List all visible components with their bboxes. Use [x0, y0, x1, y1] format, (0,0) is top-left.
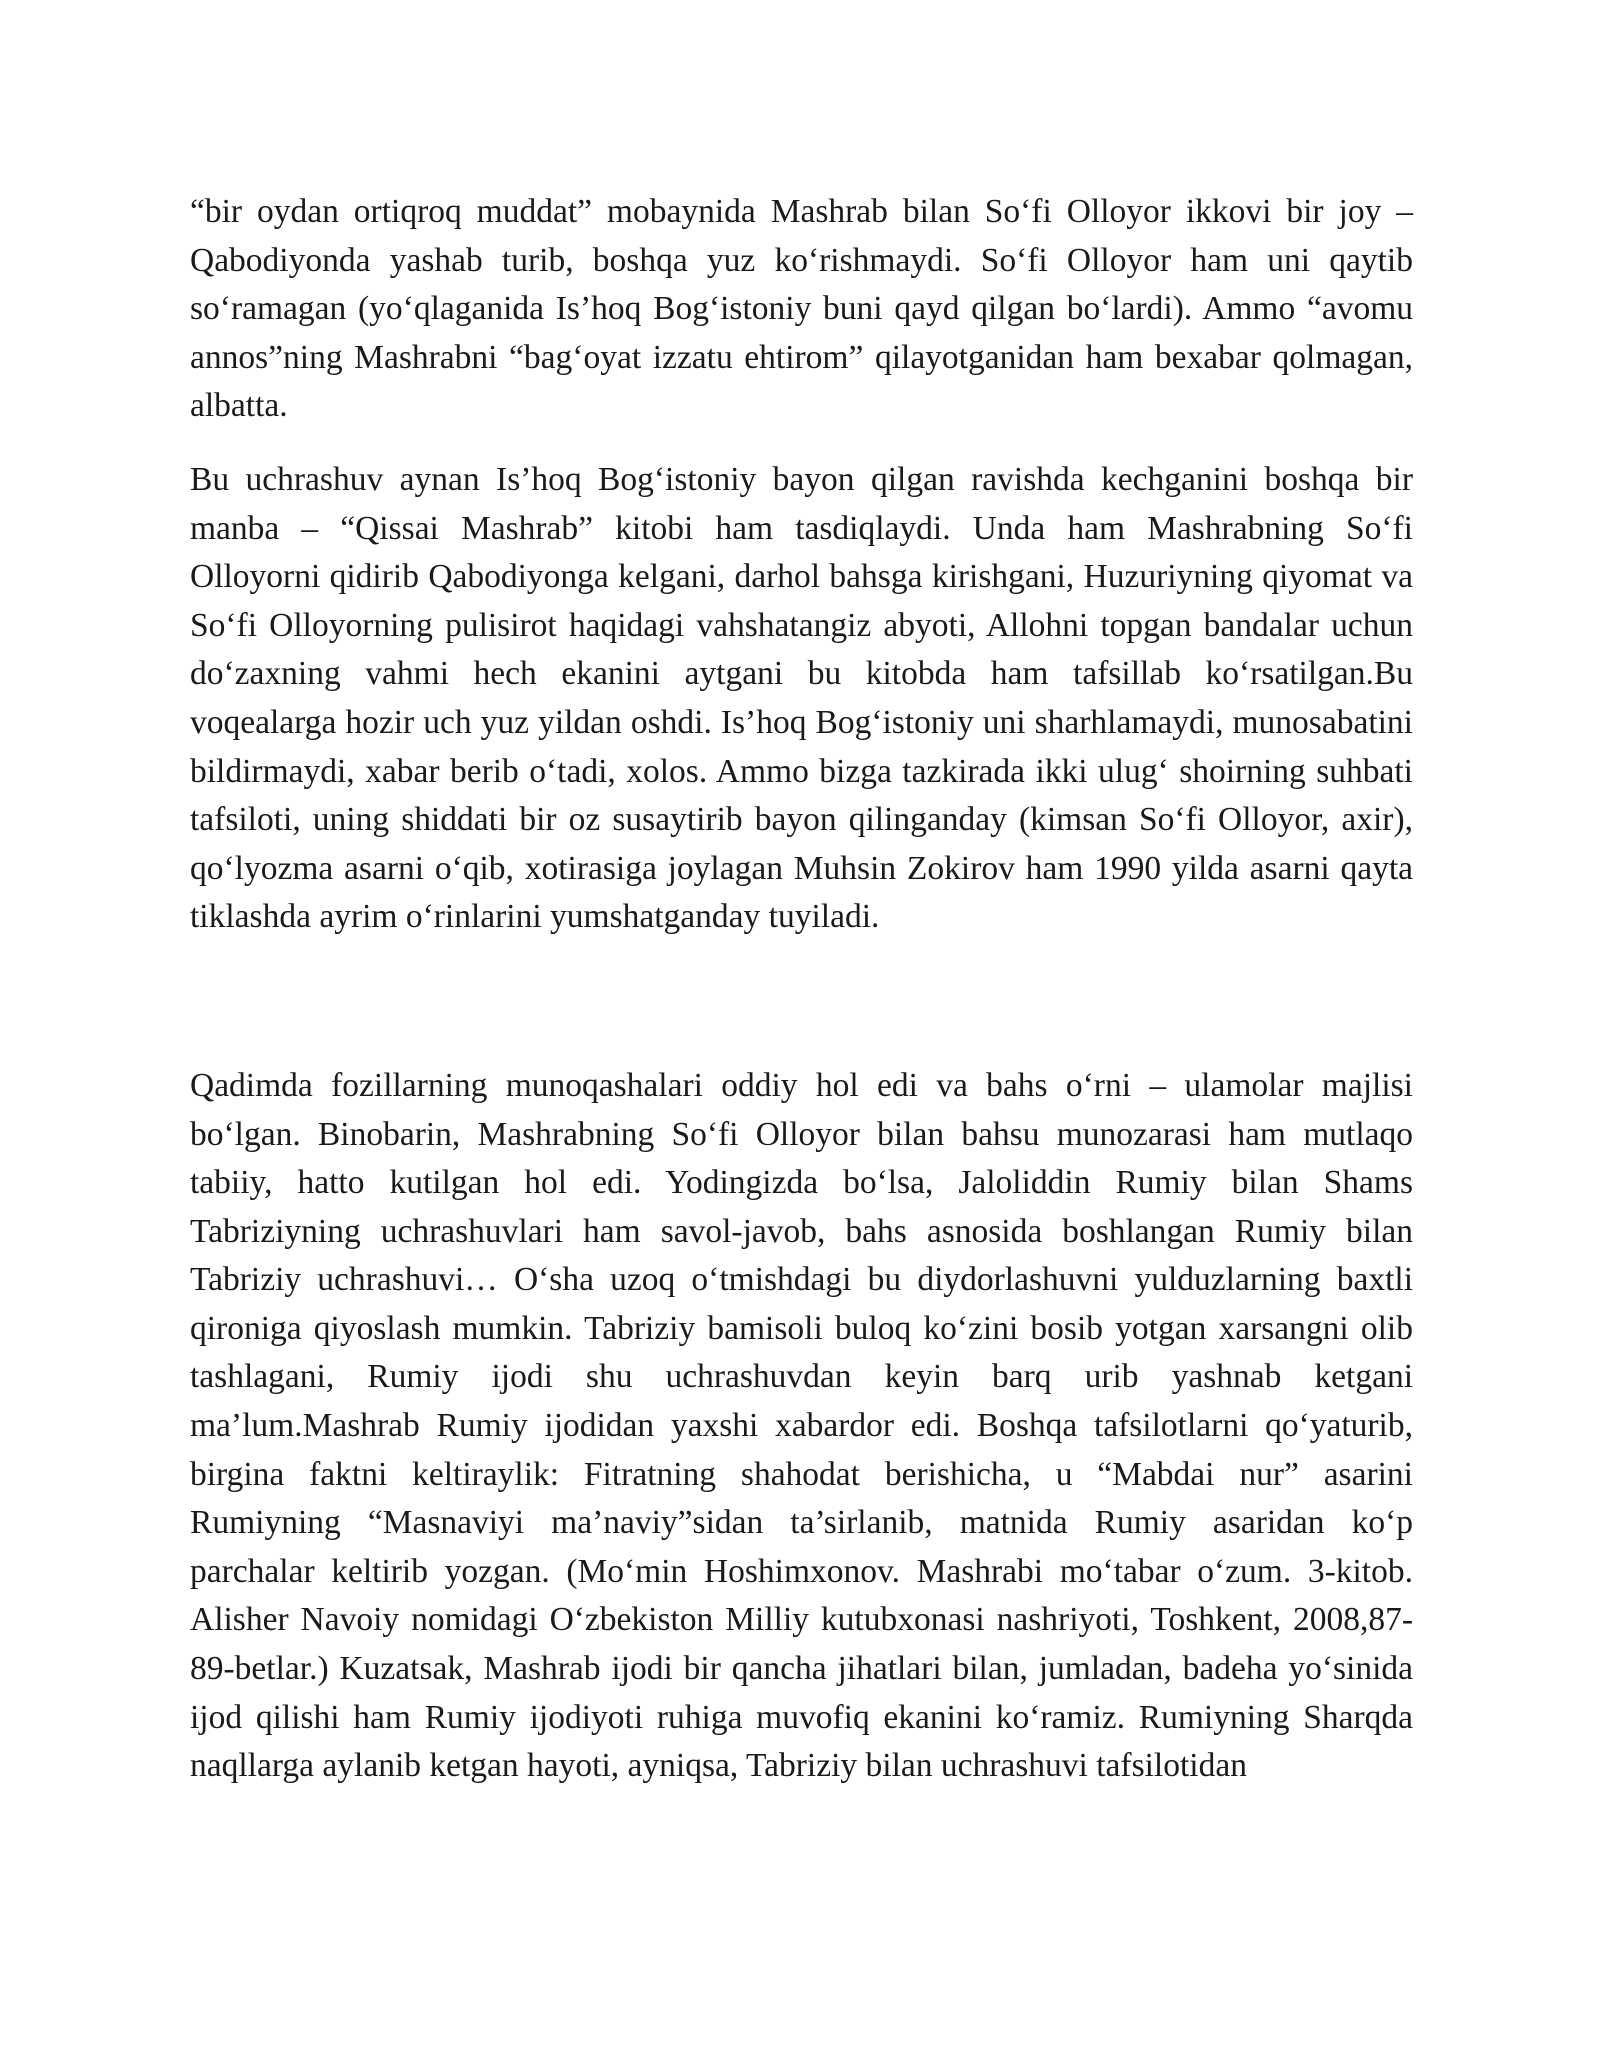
paragraph-3: Qadimda fozillarning munoqashalari oddiy hol edi va bahs o‘rni – ulamolar majlisi bo‘lgan. Binobarin, Mashrabning So‘fi Olloyor bilan bahsu munozarasi ham mutlaqo tabiiy, hatto kutilgan hol edi. Yodingizda bo‘lsa, Jaloliddin Rumiy bilan Shams Tabriziyning uchrashuvlari ham savol-javob, bahs asnosida boshlangan Rumiy bilan Tabriziy uchrashuvi… O‘sha uzoq o‘tmishdagi bu diydorlashuvni yulduzlarning baxtli qironiga qiyoslash mumkin. Tabriziy bamisoli buloq ko‘zini bosib yotgan xarsangni olib tashlagani, Rumiy ijodi shu uchrashuvdan keyin barq urib yashnab ketgani ma’lum.Mashrab Rumiy ijodidan yaxshi xabardor edi. Boshqa tafsilotlarni qo‘yaturib, birgina faktni keltiraylik: Fitratning shahodat berishicha, u “Mabdai nur” asarini Rumiyning “Masnaviyi ma’naviy”sidan ta’sirlanib, matnida Rumiy asaridan ko‘p parchalar keltirib yozgan. (Mo‘min Hoshimxonov. Mashrabi mo‘tabar o‘zum. 3-kitob. Alisher Navoiy nomidagi O‘zbekiston Milliy kutubxonasi nashriyoti, Toshkent, 2008,87-89-betlar.) Kuzatsak, Mashrab ijodi bir qancha jihatlari bilan, jumladan, badeha yo‘sinida ijod qilishi ham Rumiy ijodiyoti ruhiga muvofiq ekanini ko‘ramiz. Rumiyning Sharqda naqllarga aylanib ketgan hayoti, ayniqsa, Tabriziy bilan uchrashuvi tafsilotidan — [190, 1066, 1413, 1785]
paragraph-1: “bir oydan ortiqroq muddat” mobaynida Mashrab bilan So‘fi Olloyor ikkovi bir joy – Qabodiyonda yashab turib, boshqa yuz ko‘rishmaydi. So‘fi Olloyor ham uni qaytib so‘ramagan (yo‘qlaganida Is’hoq Bog‘istoniy buni qayd qilgan bo‘lardi). Ammo “avomu annos”ning Mashrabni “bag‘oyat izzatu ehtirom” qilayotganidan ham bexabar qolmagan, albatta. — [190, 193, 1413, 425]
paragraph-2: Bu uchrashuv aynan Is’hoq Bog‘istoniy bayon qilgan ravishda kechganini boshqa bir manba – “Qissai Mashrab” kitobi ham tasdiqlaydi. Unda ham Mashrabning So‘fi Olloyorni qidirib Qabodiyonga kelgani, darhol bahsga kirishgani, Huzuriyning qiyomat va So‘fi Olloyorning pulisirot haqidagi vahshatangiz abyoti, Allohni topgan bandalar uchun do‘zaxning vahmi hech ekanini aytgani bu kitobda ham tafsillab ko‘rsatilgan.Bu voqealarga hozir uch yuz yildan oshdi. Is’hoq Bog‘istoniy uni sharhlamaydi, munosabatini bildirmaydi, xabar berib o‘tadi, xolos. Ammo bizga tazkirada ikki ulug‘ shoirning suhbati tafsiloti, uning shiddati bir oz susaytirib bayon qilinganday (kimsan So‘fi Olloyor, axir), qo‘lyozma asarni o‘qib, xotirasiga joylagan Muhsin Zokirov ham 1990 yilda asarni qayta tiklashda ayrim o‘rinlarini yumshatganday tuyiladi. — [190, 460, 1413, 936]
body-text — [190, 188, 1413, 1791]
